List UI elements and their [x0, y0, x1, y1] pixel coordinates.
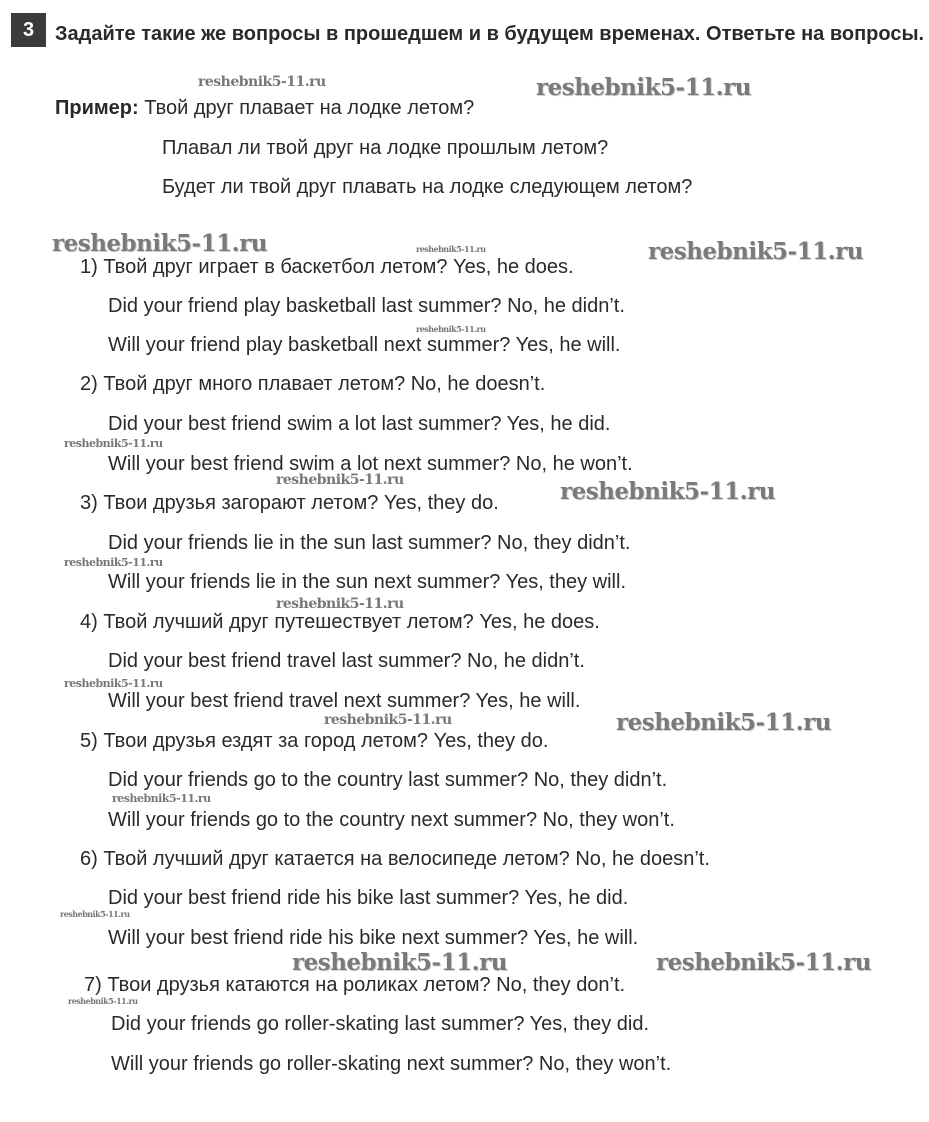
watermark: reshebnik5-11.ru [276, 472, 404, 488]
answer-future-4: Will your best friend travel next summer? Yes, he will. [108, 690, 581, 712]
example-row [55, 96, 474, 120]
watermark: reshebnik5-11.ru [560, 478, 775, 505]
watermark: reshebnik5-11.ru [68, 996, 138, 1006]
answer-question-7: 7) Твои друзья катаются на роликах летом? No, they don’t. [84, 974, 626, 996]
watermark: reshebnik5-11.ru [60, 909, 130, 919]
answer-past-3: Did your friends lie in the sun last summer? No, they didn’t. [108, 532, 631, 554]
watermark: reshebnik5-11.ru [536, 74, 751, 101]
watermark: reshebnik5-11.ru [292, 949, 507, 976]
example-question: Твой друг плавает на лодке летом? [144, 97, 475, 119]
watermark: reshebnik5-11.ru [416, 244, 486, 254]
answer-future-2: Will your best friend swim a lot next summer? No, he won’t. [108, 453, 633, 475]
watermark: reshebnik5-11.ru [112, 792, 211, 805]
answer-future-7: Will your friends go roller-skating next summer? No, they won’t. [111, 1053, 672, 1075]
example-label: Пример: [55, 97, 139, 119]
task-instruction: Задайте такие же вопросы в прошедшем и в будущем временах. Ответьте на вопросы. [55, 23, 925, 45]
watermark: reshebnik5-11.ru [324, 712, 452, 728]
answer-future-6: Will your best friend ride his bike next summer? Yes, he will. [108, 927, 639, 949]
watermark: reshebnik5-11.ru [648, 238, 863, 265]
answer-future-5: Will your friends go to the country next summer? No, they won’t. [108, 809, 675, 831]
watermark: reshebnik5-11.ru [64, 437, 163, 450]
watermark: reshebnik5-11.ru [416, 324, 486, 334]
answer-past-1: Did your friend play basketball last summer? No, he didn’t. [108, 295, 625, 317]
answer-future-3: Will your friends lie in the sun next summer? Yes, they will. [108, 571, 626, 593]
answer-past-7: Did your friends go roller-skating last summer? Yes, they did. [111, 1013, 650, 1035]
exercise-number-badge: 3 [11, 13, 46, 47]
answer-past-5: Did your friends go to the country last summer? No, they didn’t. [108, 769, 668, 791]
watermark: reshebnik5-11.ru [64, 556, 163, 569]
answer-question-6: 6) Твой лучший друг катается на велосипеде летом? No, he doesn’t. [80, 848, 710, 870]
watermark: reshebnik5-11.ru [198, 74, 326, 90]
watermark: reshebnik5-11.ru [616, 709, 831, 736]
watermark: reshebnik5-11.ru [64, 677, 163, 690]
answer-past-6: Did your best friend ride his bike last summer? Yes, he did. [108, 887, 629, 909]
answer-past-4: Did your best friend travel last summer? No, he didn’t. [108, 650, 585, 672]
example-past: Плавал ли твой друг на лодке прошлым летом? [162, 137, 609, 159]
answer-future-1: Will your friend play basketball next summer? Yes, he will. [108, 334, 621, 356]
answer-question-3: 3) Твои друзья загорают летом? Yes, they do. [80, 492, 499, 514]
answer-question-2: 2) Твой друг много плавает летом? No, he doesn’t. [80, 373, 546, 395]
answer-question-4: 4) Твой лучший друг путешествует летом? Yes, he does. [80, 611, 600, 633]
watermark: reshebnik5-11.ru [52, 230, 267, 257]
watermark: reshebnik5-11.ru [656, 949, 871, 976]
answer-question-1: 1) Твой друг играет в баскетбол летом? Yes, he does. [80, 256, 574, 278]
example-future: Будет ли твой друг плавать на лодке следующем летом? [162, 176, 693, 198]
answer-question-5: 5) Твои друзья ездят за город летом? Yes, they do. [80, 730, 549, 752]
answer-past-2: Did your best friend swim a lot last summer? Yes, he did. [108, 413, 611, 435]
watermark: reshebnik5-11.ru [276, 596, 404, 612]
